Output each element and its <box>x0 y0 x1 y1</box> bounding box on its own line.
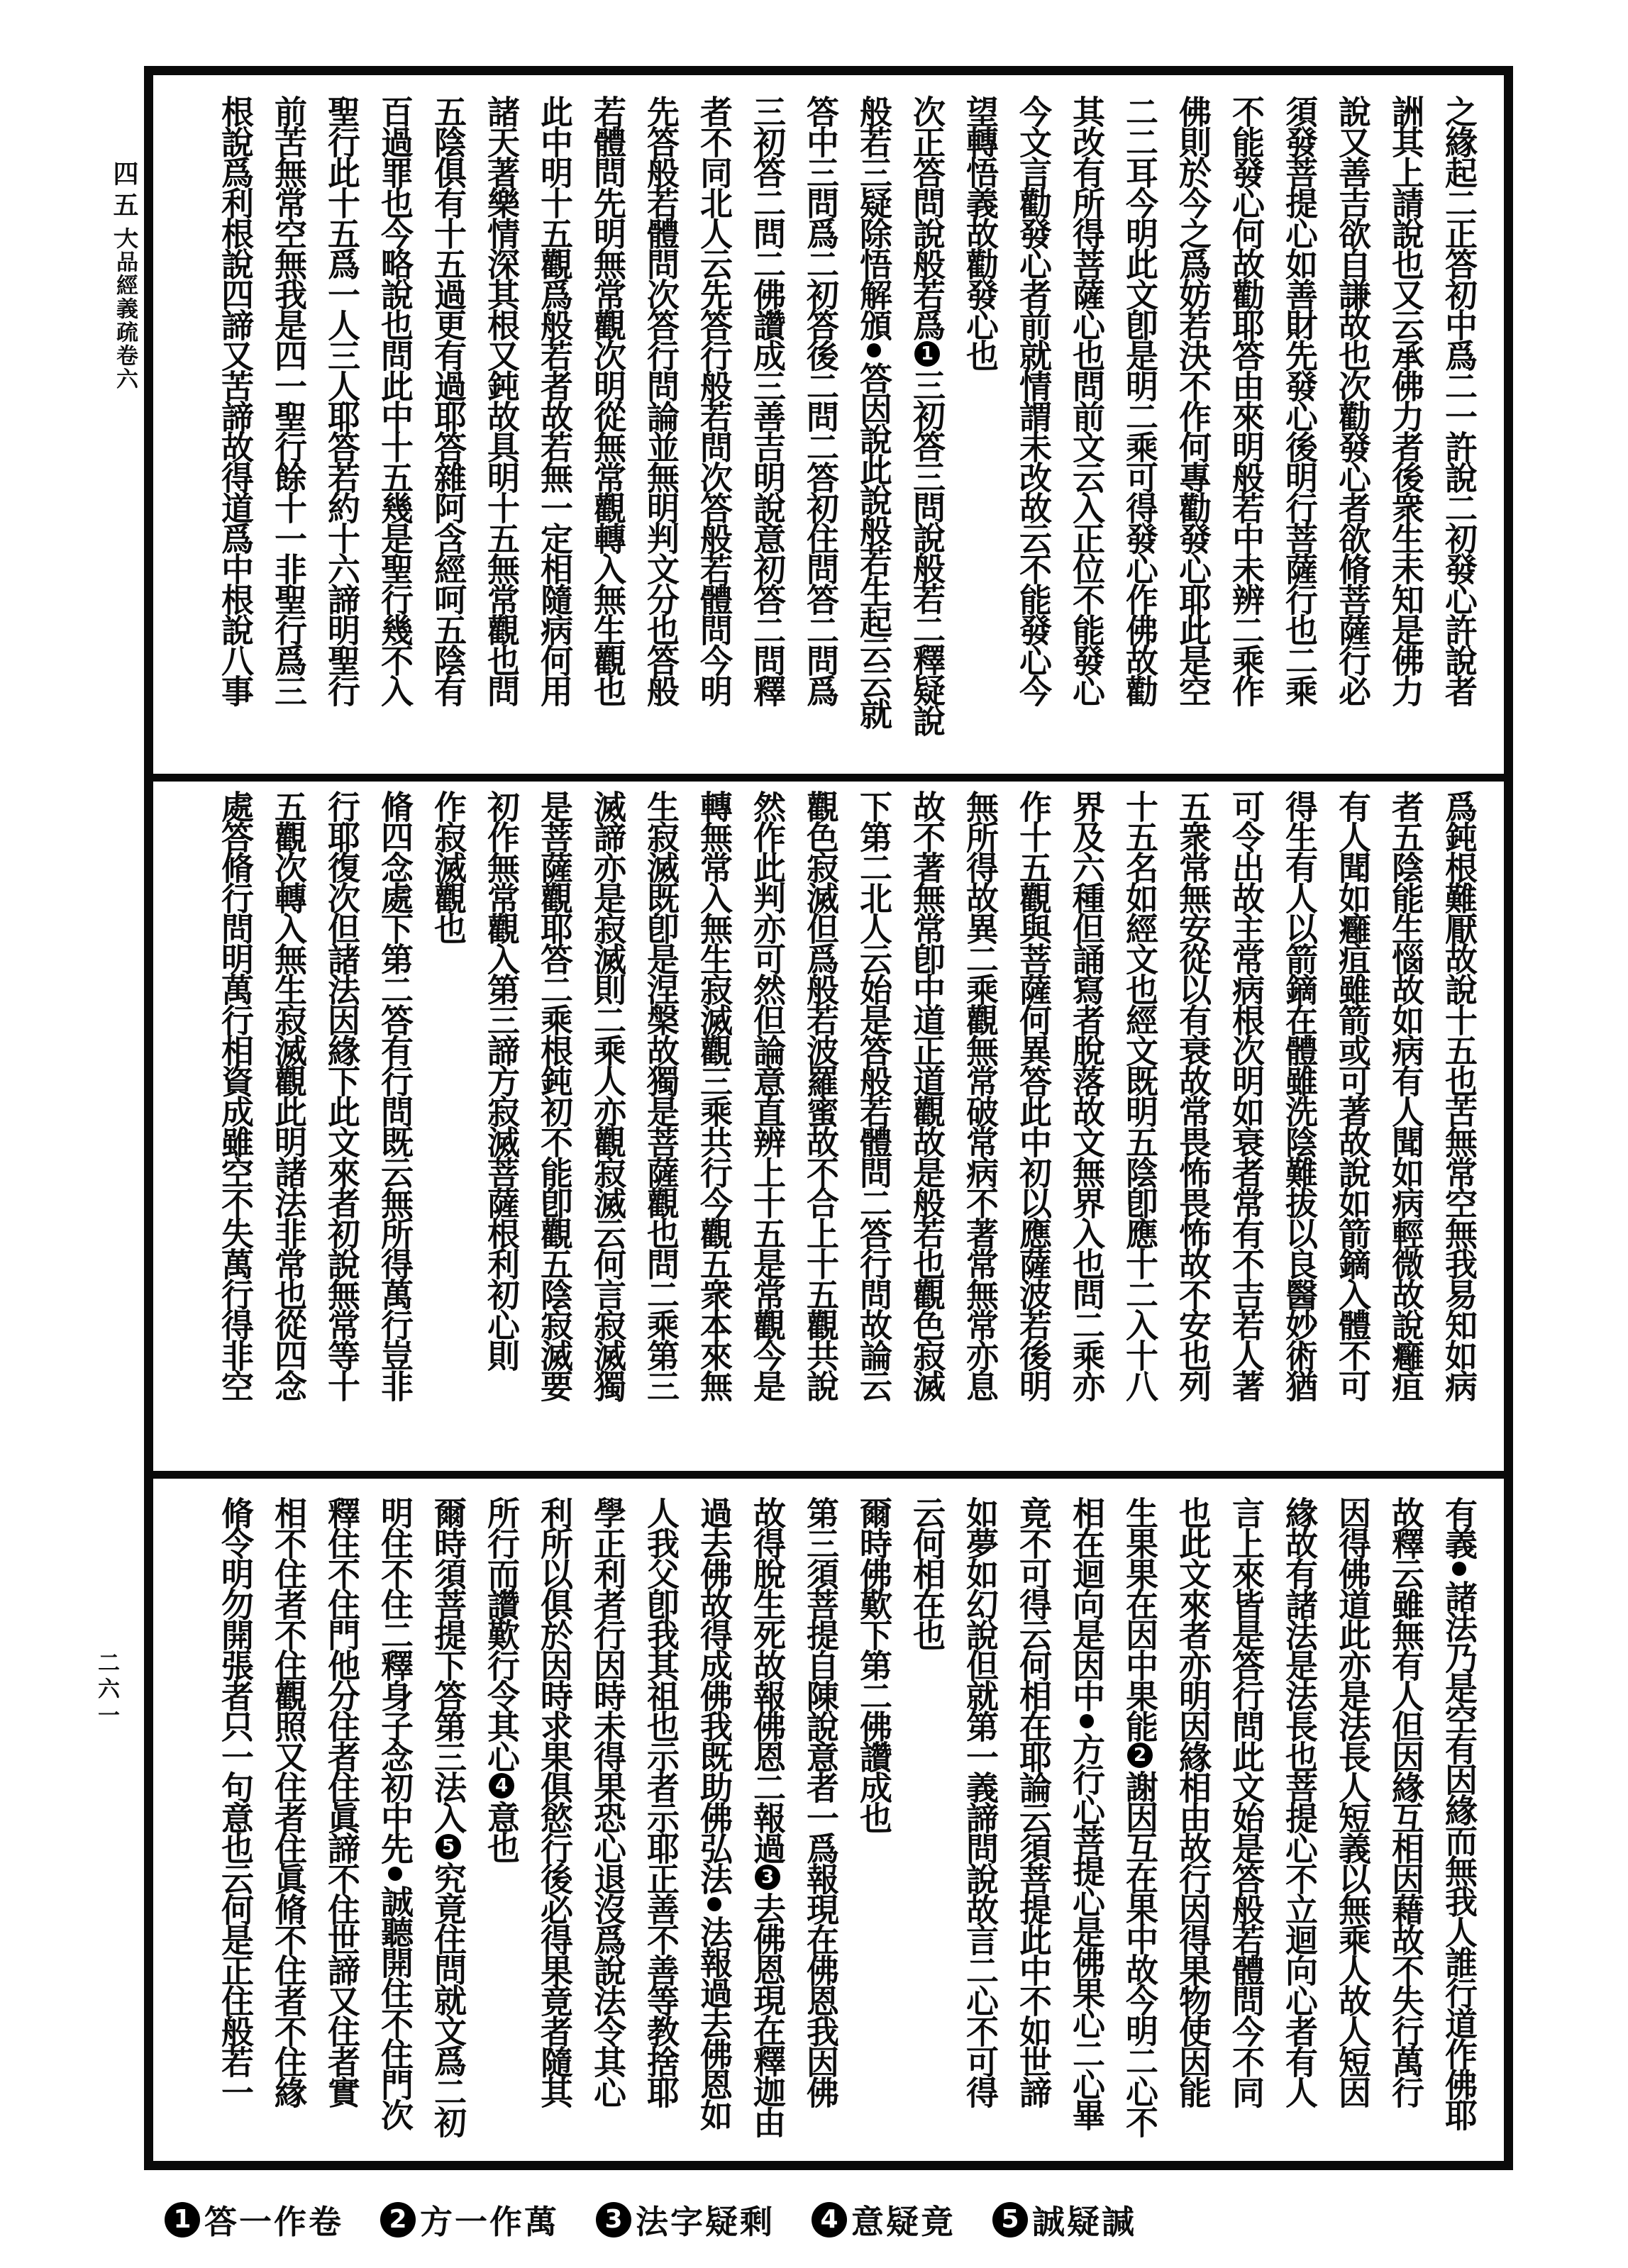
text-column: 般若三疑除悟解頒答因說此說般若生起云云就 <box>855 95 893 728</box>
text-column: 者不同北人云先答行般若問次答般若體問今明 <box>695 95 733 705</box>
text-column: 二二耳今明此文卽是明二乘可得發心作佛故勸 <box>1121 95 1159 705</box>
text-column: 五衆常無安從以有衰故常畏怖畏怖故不安也列 <box>1174 790 1212 1400</box>
footnote-marker-icon: 5 <box>992 2202 1028 2238</box>
text-column: 滅諦亦是寂滅則二乘人亦觀寂滅云何言寂滅獨 <box>589 790 627 1400</box>
text-column: 人我父卽我其祖也示者示耶正善不善等教捨耶 <box>642 1496 680 2106</box>
text-column: 不能發心何故勸耶答由來明般若中未辨二乘作 <box>1227 95 1266 705</box>
text-band-bottom <box>166 1496 1485 2170</box>
text-column: 下第二北人云始是答般若體問二答行問故論云 <box>855 790 893 1400</box>
text-column: 緣故有諸法是法長也菩提心不立迴向心者有人 <box>1280 1496 1319 2106</box>
book-title: 大品經義疏卷六 <box>112 227 138 391</box>
text-column: 云何相在也 <box>908 1496 946 1649</box>
text-column: 故得脫生死故報佛恩二報過3去佛恩現在釋迦由 <box>748 1496 787 2136</box>
footnote-item <box>596 2196 775 2243</box>
footnote-marker-icon: 4 <box>812 2202 847 2238</box>
footnote-marker-icon: 1 <box>914 341 940 367</box>
text-column: 次正答問說般若爲1三初答三問說般若二釋疑說 <box>908 95 946 735</box>
folio-label: 四五一 <box>109 160 139 254</box>
text-column: 之緣起二正答初中爲二一許說二初發心許說者 <box>1440 95 1478 705</box>
text-column: 五陰俱有十五過更有過耶答雜阿含經呵五陰有 <box>429 95 467 705</box>
footnote-item <box>380 2196 559 2243</box>
text-column: 三初答二問二佛讚成三善吉明說意初答二問釋 <box>748 95 787 705</box>
text-column: 前苦無常空無我是四一聖行餘十一非聖行爲三 <box>270 95 308 705</box>
text-column: 作十五觀與菩薩何異答此中初以應薩波若後明 <box>1014 790 1053 1400</box>
text-band-top <box>166 95 1485 769</box>
text-column: 因得佛道此亦是法長人短義以無乘人故人短因 <box>1334 1496 1372 2106</box>
text-column: 聖行此十五爲一人三人耶答若約十六諦明聖行 <box>323 95 361 705</box>
text-column: 故不著無常卽中道正道觀故是般若也觀色寂滅 <box>908 790 946 1400</box>
text-column: 今文言勸發心者前就情謂未改故云不能發心今 <box>1014 95 1053 705</box>
text-column: 也此文來者亦明因緣相由故行因得果物使因能 <box>1174 1496 1212 2106</box>
band-divider <box>153 774 1504 782</box>
text-column: 相在迴向是因中方行心菩提心是佛果心二心畢 <box>1068 1496 1106 2129</box>
text-column: 界及六種但誦寫者脫落故文無界入也問二乘亦 <box>1068 790 1106 1400</box>
text-column: 望轉悟義故勸發心也 <box>961 95 999 369</box>
text-column: 須發菩提心如善財先發心後明行菩薩行也二乘 <box>1280 95 1319 705</box>
text-column: 有義諸法乃是空有因緣而無我人誰行道作佛耶 <box>1440 1496 1478 2129</box>
text-column: 說又善吉欲自謙故也次勸發心者欲脩菩薩行必 <box>1334 95 1372 705</box>
text-column: 十五名如經文也經文既明五陰卽應十二入十八 <box>1121 790 1159 1400</box>
text-column: 先答般若體問次答行問論並無明判文分也答般 <box>642 95 680 705</box>
footnote-item <box>992 2196 1136 2243</box>
text-column: 諸天著樂情深其根又鈍故具明十五無常觀也問 <box>482 95 521 705</box>
text-column: 百過罪也今略說也問此中十五幾是聖行幾不入 <box>376 95 414 705</box>
text-column: 生寂滅既卽是涅槃故獨是菩薩觀也問二乘第三 <box>642 790 680 1400</box>
text-column: 過去佛故得成佛我既助佛弘法法報過去佛恩如 <box>695 1496 733 2129</box>
text-column: 是菩薩觀耶答二乘根鈍初不能卽觀五陰寂滅要 <box>536 790 574 1400</box>
text-column: 無所得故異二乘觀無常破常病不著常無常亦息 <box>961 790 999 1400</box>
text-column: 轉無常入無生寂滅觀三乘共行今觀五衆本來無 <box>695 790 733 1400</box>
text-column: 五觀次轉入無生寂滅觀此明諸法非常也從四念 <box>270 790 308 1400</box>
collation-dot-icon <box>1452 1562 1466 1576</box>
text-column: 脩四念處下第二答有行問既云無所得萬行豈非 <box>376 790 414 1400</box>
footnote-marker-icon: 4 <box>489 1773 514 1799</box>
footnote-marker-icon: 2 <box>1127 1742 1153 1768</box>
text-column: 學正利者行因時未得果恐心退沒爲說法令其心 <box>589 1496 627 2106</box>
text-column: 釋住不住門他分住者住眞諦不住世諦又住者實 <box>323 1496 361 2106</box>
text-column: 觀色寂滅但爲般若波羅蜜故不合上十五觀共說 <box>802 790 840 1400</box>
text-column: 竟不可得云何相在耶論云須菩提此中不如世諦 <box>1014 1496 1053 2106</box>
collation-dot-icon <box>388 1867 402 1881</box>
text-column: 其改有所得菩薩心也問前文云入正位不能發心 <box>1068 95 1106 705</box>
text-column: 若體問先明無常觀次明從無常觀轉入無生觀也 <box>589 95 627 705</box>
text-column: 佛則於今之爲妨若決不作何專勸發心耶此是空 <box>1174 95 1212 705</box>
text-column: 此中明十五觀爲般若者故若無一定相隨病何用 <box>536 95 574 705</box>
text-column: 脩令明勿開張者只一句意也云何是正住般若一 <box>216 1496 255 2106</box>
collation-dot-icon <box>707 1897 721 1911</box>
text-column: 然作此判亦可然但論意直辨上十五是常觀今是 <box>748 790 787 1400</box>
text-column: 爾時須菩提下答第三法入5究竟住問就文爲二初 <box>429 1496 467 2136</box>
page-number: 二六一 <box>94 1651 119 1730</box>
text-column: 初作無常觀入第三諦方寂滅菩薩根利初心則 <box>482 790 521 1369</box>
text-column: 第三須菩提自陳說意者一爲報現在佛恩我因佛 <box>802 1496 840 2106</box>
text-column: 所行而讚歎行令其心4意也 <box>482 1496 521 1862</box>
footnote-bar <box>165 2197 1136 2242</box>
footnote-text: 方一作萬 <box>420 2203 559 2241</box>
text-column: 言上來皆是答行問此文始是答般若體問今不同 <box>1227 1496 1266 2106</box>
collation-dot-icon <box>1080 1714 1094 1728</box>
footnote-text: 意疑竟 <box>851 2203 956 2241</box>
text-column: 可令出故主常病根次明如衰者常有不吉若人著 <box>1227 790 1266 1400</box>
page-frame <box>144 66 1513 2170</box>
text-column: 爲鈍根難厭故說十五也苦無常空無我易知如病 <box>1440 790 1478 1400</box>
footnote-text: 法字疑剩 <box>636 2203 775 2241</box>
collation-dot-icon <box>867 343 881 357</box>
text-column: 爾時佛歎下第二佛讚成也 <box>855 1496 893 1832</box>
footnote-marker-icon: 3 <box>596 2202 631 2238</box>
footnote-item <box>812 2196 956 2243</box>
text-column: 相不住者不住觀照又住者住眞脩不住者不住緣 <box>270 1496 308 2106</box>
text-column: 如夢如幻說但就第一義諦問說故言二心不可得 <box>961 1496 999 2106</box>
text-column: 詶其上請說也又云承佛力者後衆生未知是佛力 <box>1387 95 1425 705</box>
text-column: 生果果在因中果能2謝因互在果中故今明二心不 <box>1121 1496 1159 2136</box>
footnote-marker-icon: 5 <box>436 1834 461 1860</box>
band-divider <box>153 1471 1504 1479</box>
footnote-marker-icon: 3 <box>755 1864 780 1890</box>
footnote-text: 答一作卷 <box>204 2203 343 2241</box>
text-column: 作寂滅觀也 <box>429 790 467 943</box>
footnote-marker-icon: 1 <box>165 2202 200 2238</box>
text-column: 行耶復次但諸法因緣下此文來者初說無常等十 <box>323 790 361 1400</box>
text-column: 明住不住二釋身子念初中先誠聽開住不住門次 <box>376 1496 414 2129</box>
footnote-item <box>165 2196 343 2243</box>
text-column: 故釋云雖無有人但因緣互相因藉故不失行萬行 <box>1387 1496 1425 2106</box>
footnote-marker-icon: 2 <box>380 2202 416 2238</box>
text-column: 者五陰能生惱故如病有人聞如病輕微故說癰疽 <box>1387 790 1425 1400</box>
text-band-middle <box>166 790 1485 1464</box>
text-column: 處答脩行問明萬行相資成雖空不失萬行得非空 <box>216 790 255 1400</box>
text-column: 答中三問爲二初答後二問二答初住問答二問爲 <box>802 95 840 705</box>
text-column: 利所以俱於因時求果俱慾行後必得果竟者隨其 <box>536 1496 574 2106</box>
text-column: 有人聞如癰疽雖箭或可著故說如箭鏑入體不可 <box>1334 790 1372 1400</box>
footnote-text: 誠疑諴 <box>1032 2203 1136 2241</box>
text-column: 得生有人以箭鏑在體雖洗陰難拔以良醫妙術猶 <box>1280 790 1319 1400</box>
text-column: 根說爲利根說四諦又苦諦故得道爲中根說八事 <box>216 95 255 705</box>
